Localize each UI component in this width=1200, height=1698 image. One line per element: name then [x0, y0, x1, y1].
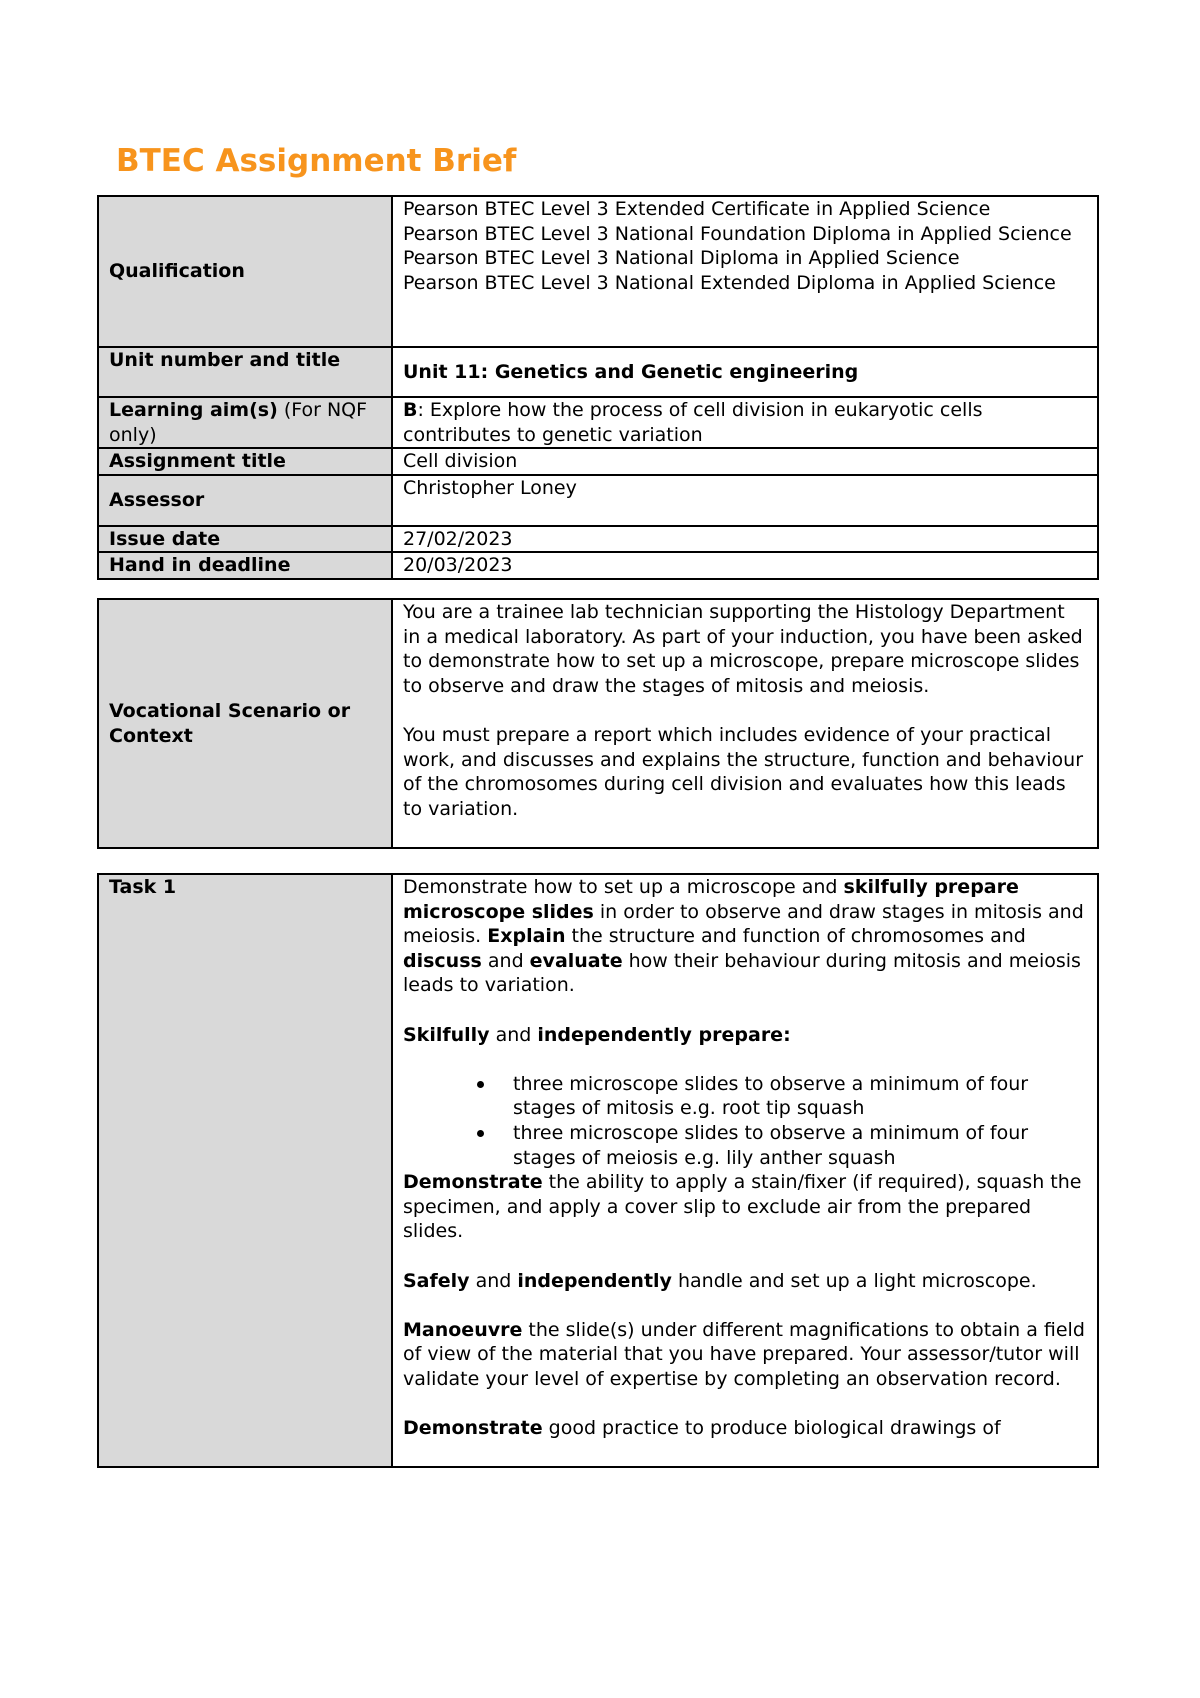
assessor-label: Assessor: [98, 475, 392, 526]
bold-run: independently: [517, 1269, 672, 1292]
document-title: BTEC Assignment Brief: [116, 143, 517, 179]
issue-date-value: 27/02/2023: [392, 526, 1098, 553]
assignment-title-row: [98, 448, 1098, 475]
bold-run: Safely: [403, 1269, 470, 1292]
assessor-row: [98, 475, 1098, 526]
scenario-value: [392, 599, 1098, 848]
scenario-label: Vocational Scenario or Context: [98, 599, 392, 848]
bold-run: Explain: [487, 925, 566, 948]
text-run: the ability to apply a stain/fixer (if required), squash the specimen, and apply a cover slip to exclude air from the prepared slides.: [403, 1171, 1082, 1243]
text-run: and: [481, 949, 530, 972]
deadline-row: [98, 552, 1098, 579]
aim-value: [392, 397, 1098, 448]
issue-date-row: [98, 526, 1098, 553]
task-bullet-item: three microscope slides to observe a minimum of four stages of mitosis e.g. root tip squash: [513, 1072, 1087, 1121]
unit-label: Unit number and title: [98, 347, 392, 397]
task-row: [98, 874, 1098, 1467]
aim-label-suffix: (For NQF only): [109, 399, 368, 446]
bold-run: discuss: [403, 949, 482, 972]
qualification-value: [392, 196, 1098, 347]
task-table: [97, 873, 1099, 1468]
text-run: how their behaviour during mitosis and meiosis leads to variation.: [403, 949, 1081, 997]
task-bullet-list: [403, 1072, 1087, 1170]
brief-table: [97, 195, 1099, 580]
task-paragraph: [403, 875, 1087, 998]
assignment-title-value: Cell division: [392, 448, 1098, 475]
text-run: good practice to produce biological drawings of: [542, 1417, 1001, 1440]
qualification-line: Pearson BTEC Level 3 National Diploma in Applied Science: [403, 247, 960, 270]
scenario-paragraph: You are a trainee lab technician supporting the Histology Department in a medical laboratory. As part of your induction, you have been asked to demonstrate how to set up a microscope, prepare microscope slides to observe and draw the stages of mitosis and meiosis.: [403, 601, 1083, 697]
text-run: and: [469, 1269, 518, 1292]
bold-run: evaluate: [529, 949, 623, 972]
text-run: handle and set up a light microscope.: [671, 1269, 1037, 1292]
issue-date-label: Issue date: [98, 526, 392, 553]
task-value: [392, 874, 1098, 1467]
aim-letter: B: [403, 399, 418, 421]
aim-text: : Explore how the process of cell division in eukaryotic cells contributes to genetic variation: [403, 399, 983, 446]
aim-label-cell: [98, 397, 392, 448]
qualification-line: Pearson BTEC Level 3 National Extended Diploma in Applied Science: [403, 271, 1056, 294]
bold-run: independently prepare:: [537, 1023, 791, 1046]
assessor-value: Christopher Loney: [392, 475, 1098, 526]
task-paragraph: [403, 1416, 1087, 1441]
deadline-label: Hand in deadline: [98, 552, 392, 579]
aim-row: [98, 397, 1098, 448]
qualification-line: Pearson BTEC Level 3 National Foundation Diploma in Applied Science: [403, 222, 1072, 245]
qualification-label: Qualification: [98, 196, 392, 347]
task-paragraph: [403, 1023, 1087, 1048]
task-label: Task 1: [98, 874, 392, 1467]
scenario-row: [98, 599, 1098, 848]
text-run: and: [489, 1023, 538, 1046]
bold-run: skilfully prepare microscope slides: [403, 876, 1019, 923]
assignment-title-label: Assignment title: [98, 448, 392, 475]
qualification-line: Pearson BTEC Level 3 Extended Certificate in Applied Science: [403, 198, 991, 220]
unit-value: Unit 11: Genetics and Genetic engineering: [392, 347, 1098, 397]
scenario-table: [97, 598, 1099, 849]
bold-run: Manoeuvre: [403, 1318, 523, 1341]
task-paragraph: [403, 1170, 1087, 1244]
unit-row: [98, 347, 1098, 397]
task-paragraph: [403, 1318, 1087, 1392]
bold-run: Demonstrate: [403, 1417, 543, 1440]
text-run: Demonstrate how to set up a microscope and: [403, 876, 844, 898]
aim-label: Learning aim(s): [109, 399, 278, 421]
task-bullet-item: three microscope slides to observe a minimum of four stages of meiosis e.g. lily anther squash: [513, 1121, 1087, 1170]
scenario-paragraph: You must prepare a report which includes evidence of your practical work, and discusses and explains the structure, function and behaviour of the chromosomes during cell division and evaluates how this leads to variation.: [403, 723, 1084, 820]
text-run: in order to observe and draw stages in mitosis and meiosis.: [403, 900, 1084, 948]
qualification-row: [98, 196, 1098, 347]
task-paragraph: [403, 1269, 1087, 1294]
deadline-value: 20/03/2023: [392, 552, 1098, 579]
bold-run: Demonstrate: [403, 1171, 543, 1194]
text-run: the structure and function of chromosomes and: [565, 925, 1026, 948]
bold-run: Skilfully: [403, 1023, 490, 1046]
text-run: the slide(s) under different magnifications to obtain a field of view of the material that you have prepared. Your assessor/tutor will validate your level of expertise by completing an observation record.: [403, 1318, 1085, 1390]
